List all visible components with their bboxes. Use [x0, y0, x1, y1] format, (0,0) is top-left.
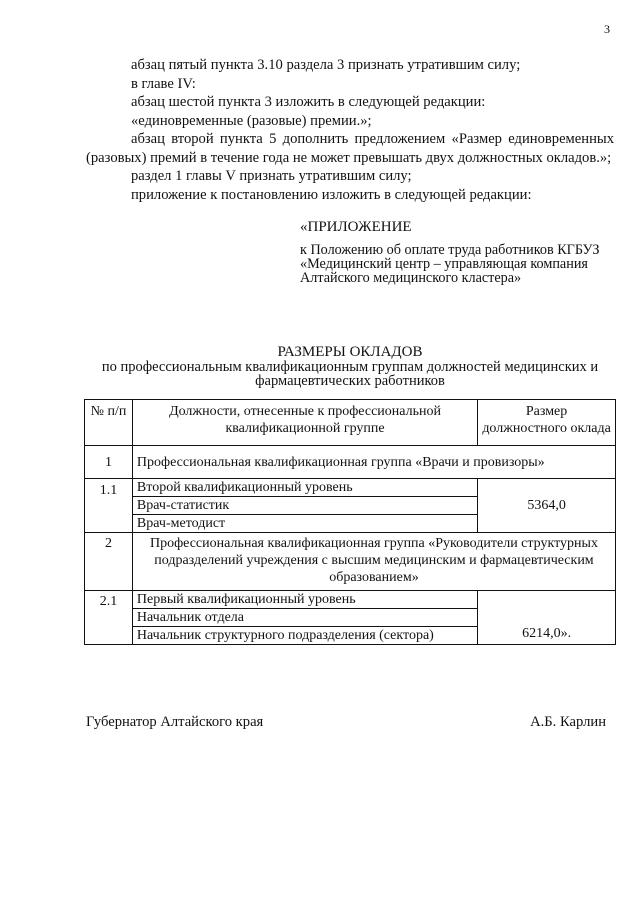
paragraph: «единовременные (разовые) премии.»;	[131, 112, 372, 129]
table-header-row	[85, 400, 616, 446]
group-title: Профессиональная квалификационная группа «Руководители структурных подразделений учреждения с высшим медицинским и фармацевтическим образованием»	[132, 533, 615, 591]
paragraph: раздел 1 главы V признать утратившим силу;	[131, 168, 412, 184]
body-text	[86, 56, 614, 204]
row-number: 1.1	[85, 479, 133, 533]
group-title: Профессиональная квалификационная группа «Врачи и провизоры»	[132, 446, 615, 479]
paragraph: приложение к постановлению изложить в следующей редакции:	[131, 186, 532, 203]
signature-name: А.Б. Карлин	[530, 714, 606, 730]
header-number: № п/п	[85, 400, 133, 446]
table-title	[80, 345, 620, 388]
position-cell: Второй квалификационный уровень	[132, 479, 477, 497]
table-row	[85, 591, 616, 609]
table-row	[85, 479, 616, 497]
paragraph: в главе IV:	[131, 75, 196, 92]
row-number: 2.1	[85, 591, 133, 645]
table-heading: РАЗМЕРЫ ОКЛАДОВ	[277, 344, 423, 360]
position-cell: Первый квалификационный уровень	[132, 591, 477, 609]
salary-cell: 5364,0	[478, 479, 616, 533]
position-cell: Начальник структурного подразделения (сектора)	[132, 627, 477, 645]
table-row	[85, 533, 616, 591]
position-cell: Врач-методист	[132, 515, 477, 533]
position-cell: Врач-статистик	[132, 497, 477, 515]
header-salary: Размер должностного оклада	[478, 400, 616, 446]
appendix-title: «ПРИЛОЖЕНИЕ	[300, 219, 412, 235]
salary-table	[84, 399, 616, 645]
table-row	[85, 446, 616, 479]
position-cell: Начальник отдела	[132, 609, 477, 627]
appendix-block	[300, 220, 600, 285]
paragraph: абзац второй пункта 5 дополнить предложением «Размер единовременных (разовых) премий в течение года не может превышать двух должностных окладов.»;	[86, 131, 614, 166]
header-positions: Должности, отнесенные к профессиональной квалификационной группе	[132, 400, 477, 446]
row-number: 1	[85, 446, 133, 479]
appendix-text: к Положению об оплате труда работников КГБУЗ «Медицинский центр – управляющая компания Алтайского медицинского кластера»	[300, 242, 600, 286]
salary-cell: 6214,0».	[478, 591, 616, 645]
paragraph: абзац пятый пункта 3.10 раздела 3 признать утратившим силу;	[131, 57, 521, 73]
page-number: 3	[604, 22, 610, 36]
row-number: 2	[85, 533, 133, 591]
paragraph: абзац шестой пункта 3 изложить в следующей редакции:	[131, 94, 486, 110]
table-subheading: по профессиональным квалификационным группам должностей медицинских и фармацевтических работников	[101, 359, 599, 389]
signature-position: Губернатор Алтайского края	[86, 714, 264, 730]
